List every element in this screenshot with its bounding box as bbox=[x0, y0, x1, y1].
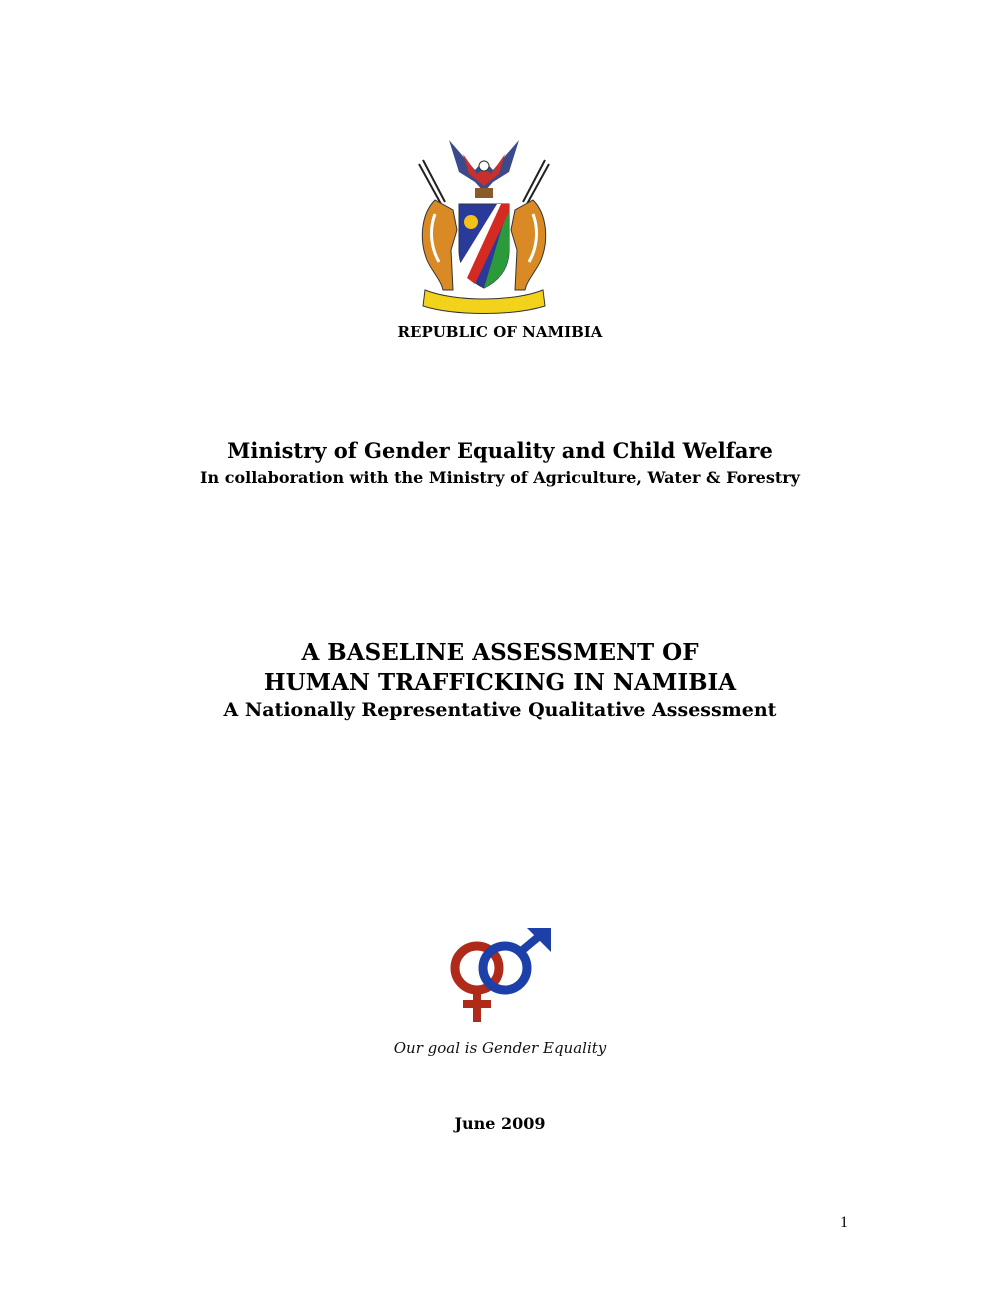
report-title-line2: HUMAN TRAFFICKING IN NAMIBIA bbox=[263, 669, 737, 696]
page-number: 1 bbox=[840, 1214, 848, 1231]
ministry-name: Ministry of Gender Equality and Child Welfare bbox=[227, 438, 773, 463]
report-title-line1: A BASELINE ASSESSMENT OF bbox=[301, 639, 699, 666]
logo-tagline: Our goal is Gender Equality bbox=[393, 1039, 607, 1057]
collaboration-line: In collaboration with the Ministry of Agriculture, Water & Forestry bbox=[200, 468, 800, 487]
publication-date: June 2009 bbox=[454, 1114, 546, 1133]
gender-symbols-icon bbox=[443, 928, 555, 1024]
country-name: REPUBLIC OF NAMIBIA bbox=[397, 323, 603, 341]
report-subtitle: A Nationally Representative Qualitative Assessment bbox=[223, 699, 777, 721]
coat-of-arms-icon bbox=[405, 130, 563, 318]
